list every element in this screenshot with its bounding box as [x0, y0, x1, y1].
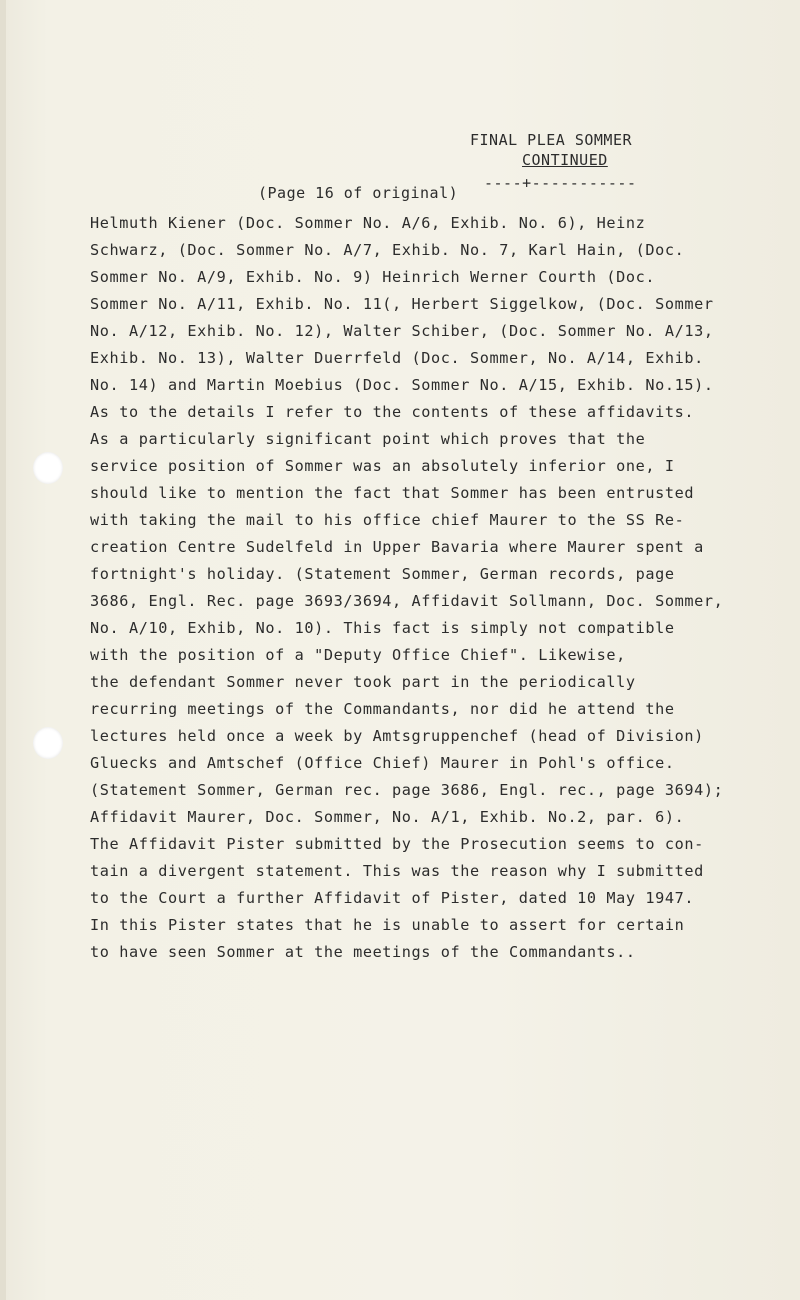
text-line: service position of Sommer was an absolutely inferior one, I	[90, 457, 675, 475]
header-title: FINAL PLEA SOMMER	[470, 131, 633, 149]
text-line: fortnight's holiday. (Statement Sommer, German records, page	[90, 565, 675, 583]
text-line: Schwarz, (Doc. Sommer No. A/7, Exhib. No. 7, Karl Hain, (Doc.	[90, 241, 685, 259]
text-line: Affidavit Maurer, Doc. Sommer, No. A/1, Exhib. No.2, par. 6).	[90, 808, 685, 826]
text-line: No. A/10, Exhib, No. 10). This fact is simply not compatible	[90, 619, 675, 637]
text-line: Gluecks and Amtschef (Office Chief) Maurer in Pohl's office.	[90, 754, 675, 772]
document-header	[470, 130, 632, 170]
text-line: Exhib. No. 13), Walter Duerrfeld (Doc. Sommer, No. A/14, Exhib.	[90, 349, 704, 367]
text-line: Helmuth Kiener (Doc. Sommer No. A/6, Exhib. No. 6), Heinz	[90, 214, 646, 232]
text-line: No. 14) and Martin Moebius (Doc. Sommer No. A/15, Exhib. No.15).	[90, 376, 714, 394]
text-line: Sommer No. A/11, Exhib. No. 11(, Herbert Siggelkow, (Doc. Sommer	[90, 295, 714, 313]
header-subtitle: CONTINUED	[522, 151, 608, 169]
page-reference: (Page 16 of original)	[258, 184, 459, 202]
text-line: with taking the mail to his office chief Maurer to the SS Re-	[90, 511, 685, 529]
text-line: the defendant Sommer never took part in the periodically	[90, 673, 636, 691]
text-line: to the Court a further Affidavit of Pister, dated 10 May 1947.	[90, 889, 695, 907]
text-line: with the position of a "Deputy Office Chief". Likewise,	[90, 646, 626, 664]
text-line: tain a divergent statement. This was the reason why I submitted	[90, 862, 704, 880]
text-line: No. A/12, Exhib. No. 12), Walter Schiber, (Doc. Sommer No. A/13,	[90, 322, 714, 340]
punch-hole-bottom	[33, 727, 63, 759]
text-line: (Statement Sommer, German rec. page 3686, Engl. rec., page 3694);	[90, 781, 724, 799]
text-line: In this Pister states that he is unable to assert for certain	[90, 916, 685, 934]
text-line: lectures held once a week by Amtsgruppenchef (head of Division)	[90, 727, 704, 745]
text-line: Sommer No. A/9, Exhib. No. 9) Heinrich Werner Courth (Doc.	[90, 268, 656, 286]
text-line: should like to mention the fact that Sommer has been entrusted	[90, 484, 695, 502]
text-line: As a particularly significant point which proves that the	[90, 430, 646, 448]
text-line: As to the details I refer to the contents of these affidavits.	[90, 403, 695, 421]
text-line: creation Centre Sudelfeld in Upper Bavaria where Maurer spent a	[90, 538, 704, 556]
text-line: to have seen Sommer at the meetings of the Commandants..	[90, 943, 636, 961]
page-left-edge	[0, 0, 6, 1300]
text-line: 3686, Engl. Rec. page 3693/3694, Affidavit Sollmann, Doc. Sommer,	[90, 592, 724, 610]
header-rule: ----+-----------	[484, 174, 637, 192]
text-line: recurring meetings of the Commandants, nor did he attend the	[90, 700, 675, 718]
body-text	[90, 210, 770, 966]
text-line: The Affidavit Pister submitted by the Prosecution seems to con-	[90, 835, 704, 853]
punch-hole-top	[33, 452, 63, 484]
